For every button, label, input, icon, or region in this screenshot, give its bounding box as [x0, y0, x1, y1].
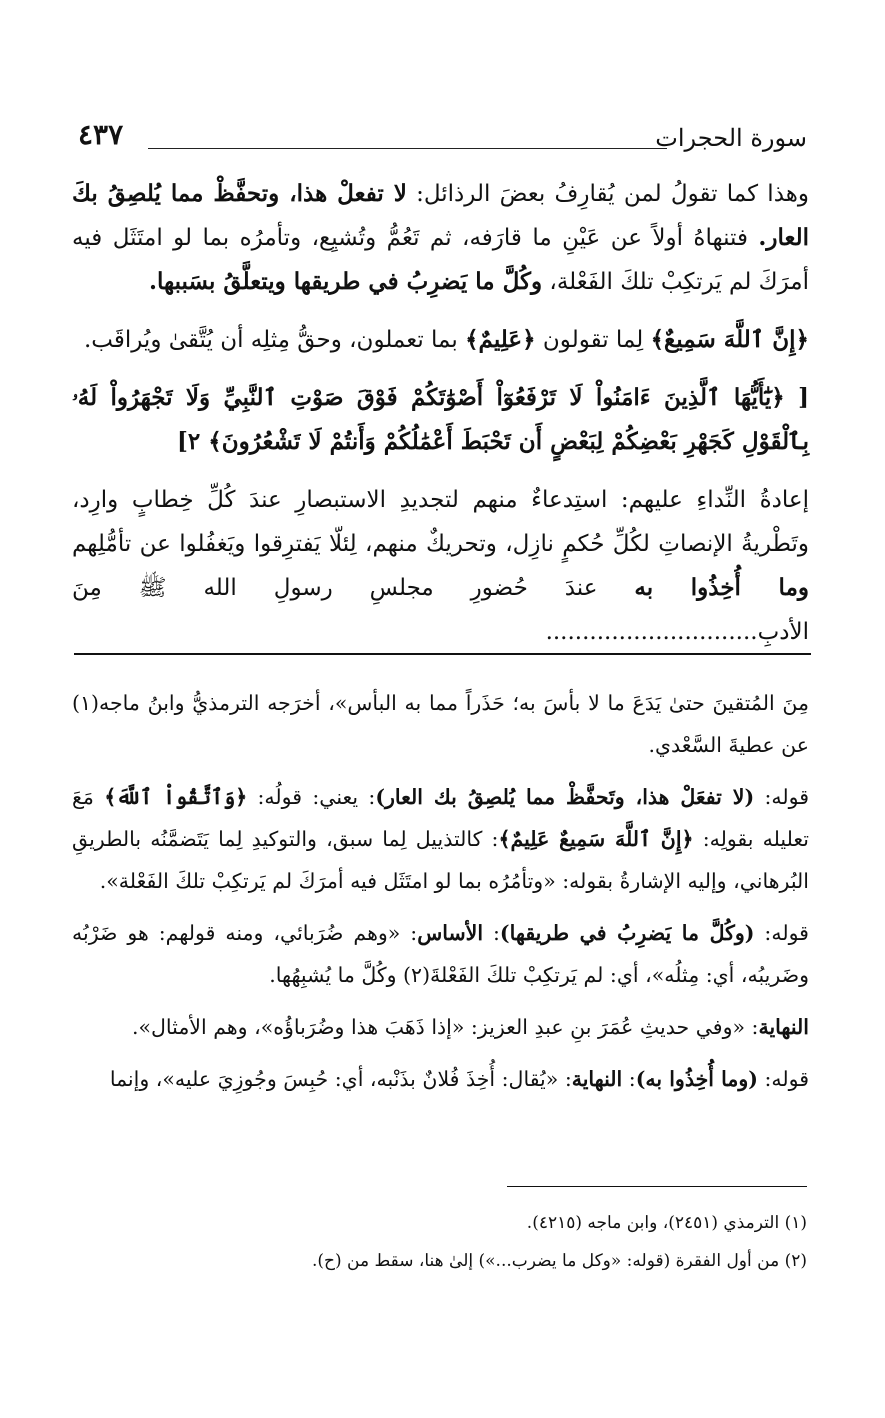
main-paragraph-2: [72, 318, 809, 362]
text-run: :: [622, 1067, 636, 1091]
commentary-paragraph-5: [72, 1058, 809, 1100]
commentary-section: [72, 682, 809, 1110]
source-label: الأساس: [417, 921, 484, 945]
bold-run: (وكُلَّ ما يَضرِبُ في طريقها): [499, 921, 755, 945]
text-run: إعادةُ النِّداءِ عليهم: استِدعاءٌ منهم لتجديدِ الاستبصارِ عندَ كُلِّ خِطابٍ وارِد، وتَطْريةُ الإنصاتِ لكُلِّ حُكمٍ نازِل، وتحريكٌ منهم، لِئلّا يَفترِقوا ويَغفُلوا عن تأمُّلِهم: [72, 487, 809, 557]
text-run: عندَ حُضورِ مجلسِ رسولِ الله ﷺ مِنَ الأدبِ.: [72, 575, 809, 645]
footnotes: [78, 1208, 807, 1284]
text-run: : «وفي حديثِ عُمَرَ بنِ عبدِ العزيز: «إذا ذَهَبَ هذا وضُرَباؤُه»، وهم الأمثال».: [131, 1015, 759, 1039]
quran-quote: ﴿إِنَّ ٱللَّهَ سَمِيعٌ﴾: [650, 326, 809, 353]
bold-run: (لا تفعَلْ هذا، وتَحفَّظْ مما يُلصِقُ بك العار): [375, 785, 755, 809]
main-text: [72, 172, 809, 654]
quran-quote: ﴿عَلِيمٌ﴾: [465, 326, 536, 353]
source-label: النهاية: [571, 1067, 623, 1091]
text-run: فتنهاهُ أولاً عن عَيْنِ ما قارَفه، ثم تَعُمُّ وتُشيِع، وتأمرُه بما لو امتَثَل فيه أمرَكَ لم يَرتكِبْ تلكَ الفَعْلة،: [72, 225, 809, 295]
text-run: بما تعملون، وحقُّ مِثلِه أن يُتَّقىٰ ويُراقَب.: [83, 327, 466, 353]
bold-run: (وما أُخِذُوا به): [635, 1067, 758, 1091]
text-run: مِنَ المُتقينَ حتىٰ يَدَعَ ما لا بأسَ به؛ حَذَراً مما به البأس»، أخرَجه الترمذيُّ وابنُ ماجه(١) عن عطيةَ السَّعْدي.: [72, 691, 809, 757]
text-run: وهذا كما تقولُ لمن يُقارِفُ بعضَ الرذائل:: [406, 181, 809, 207]
footnote-2: (٢) من أول الفقرة (قوله: «وكل ما يضرب...») إلىٰ هنا، سقط من (ح).: [311, 1251, 807, 1271]
main-paragraph-3: [72, 478, 809, 654]
text-run: :: [483, 921, 500, 945]
page-header: [78, 118, 807, 158]
section-divider: [74, 653, 811, 655]
text-run: : كالتذييل لِما سبق، والتوكيدِ لِما يَتَضمَّنُه بالطريقِ البُرهاني، وإليه الإشارةُ بقوله: «وتأمُرُه بما لو امتَثَل فيه أمرَكَ لم يَرتكِبْ تلكَ الفَعْلة».: [72, 827, 809, 893]
bold-run: لا تفعلْ هذا، وتحفَّظْ مما يُلصِقُ بكَ العار.: [72, 180, 809, 251]
bold-run: وما أُخِذُوا به: [634, 574, 809, 601]
text-run: قوله:: [757, 1067, 809, 1091]
quran-verse: [72, 376, 809, 464]
quran-quote: ﴿إِنَّ ٱللَّهَ سَمِيعٌ عَلِيمٌ﴾: [498, 827, 694, 851]
text-run: قوله:: [754, 921, 809, 945]
text-run: : «وهم ضُرَبائي، ومنه قولهم: هو ضَرْبُه وضَريبُه، أي: مِثلُه»، أي: لم يَرتكِبْ تلكَ الفَعْلةَ(٢) وكُلَّ ما يُشبِهُها.: [72, 921, 809, 987]
text-run: مَعَ تعليله بقولِه:: [72, 785, 809, 851]
footnote-1: (١) الترمذي (٢٤٥١)، وابن ماجه (٤٢١٥).: [526, 1213, 807, 1233]
commentary-paragraph-3: [72, 912, 809, 996]
commentary-paragraph-1: [72, 682, 809, 766]
dotted-leader: ............................: [545, 619, 751, 645]
footnote-rule: [507, 1186, 807, 1187]
header-rule: [148, 148, 667, 149]
text-run: لِما تقولون: [535, 327, 651, 353]
commentary-paragraph-2: [72, 776, 809, 902]
chapter-title: سورة الحجرات: [655, 124, 807, 152]
quran-quote: ﴿وَٱتَّقُواْ ٱللَّهَ﴾: [104, 785, 248, 809]
bold-run: وكُلَّ ما يَضرِبُ في طريقها ويتعلَّقُ بسَببها.: [148, 268, 543, 295]
page-number: ٤٣٧: [78, 118, 124, 151]
verse-text: [ ﴿يَٰٓأَيُّهَا ٱلَّذِينَ ءَامَنُواْ لَا تَرْفَعُوٓاْ أَصْوَٰتَكُمْ فَوْقَ صَوْتِ ٱلنَّبِيِّ وَلَا تَجْهَرُواْ لَهُۥ بِٱلْقَوْلِ كَجَهْرِ بَعْضِكُمْ لِبَعْضٍ أَن تَحْبَطَ أَعْمَٰلُكُمْ وَأَنتُمْ لَا تَشْعُرُونَ﴾ ٢]: [72, 384, 809, 455]
text-run: : «يُقال: أُخِذَ فُلانٌ بذَنْبه، أي: حُبِسَ وجُوزِيَ عليه»، وإنما: [109, 1067, 572, 1091]
text-run: قوله:: [754, 785, 810, 809]
commentary-paragraph-4: [72, 1006, 809, 1048]
text-run: : يعني: قولُه:: [247, 785, 376, 809]
source-label: النهاية: [758, 1015, 809, 1039]
main-paragraph-1: [72, 172, 809, 304]
